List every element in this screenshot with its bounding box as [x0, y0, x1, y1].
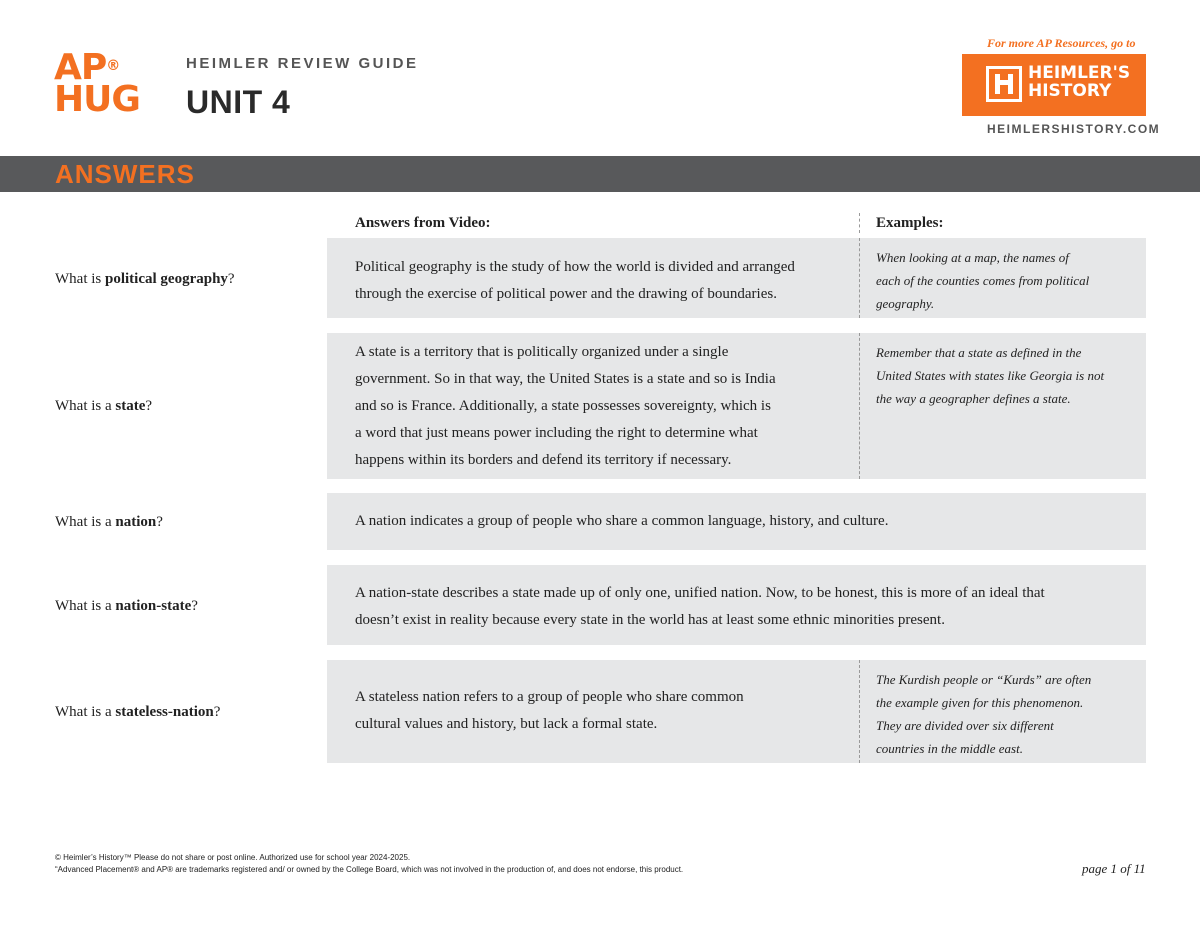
- question-label: What is a stateless-nation?: [55, 704, 221, 720]
- question-term: nation: [115, 514, 157, 530]
- promo-text: For more AP Resources, go to: [987, 36, 1136, 50]
- page-number: page 1 of 11: [1082, 861, 1146, 876]
- footer-copyright: © Heimler’s History™ Please do not share or post online. Authorized use for school year 2024-2025.: [55, 853, 411, 862]
- example-text: The Kurdish people or “Kurds” are often the example given for this phenomenon. They are divided over six different countries in the middle east.: [876, 672, 1092, 756]
- question-term: state: [115, 398, 146, 414]
- guide-label: HEIMLER REVIEW GUIDE: [186, 55, 419, 72]
- ap-hug-logo: [54, 47, 140, 120]
- logo-line1: AP: [54, 47, 107, 88]
- brand-line2: HISTORY: [1028, 81, 1112, 101]
- question-label: What is a nation?: [55, 514, 163, 530]
- logo-line2: HUG: [54, 79, 140, 120]
- brand-line1: HEIMLER'S: [1028, 63, 1131, 83]
- answer-text: A nation indicates a group of people who share a common language, history, and culture.: [355, 513, 889, 529]
- example-text: When looking at a map, the names of each of the counties comes from political geography.: [876, 250, 1090, 311]
- logo-registered: ®: [106, 58, 120, 74]
- question-label: What is a nation-state?: [55, 598, 198, 614]
- page-title: UNIT 4: [186, 84, 291, 120]
- answers-column-heading: Answers from Video:: [355, 215, 491, 231]
- examples-column-heading: Examples:: [876, 215, 944, 231]
- answer-text: A stateless nation refers to a group of people who share common cultural values and history, but lack a formal state.: [355, 689, 744, 732]
- answer-text: A state is a territory that is politically organized under a single government. So in that way, the United States is a state and so is India and so is France. Additionally, a state possesses sovereignty, which is a word that just means power including the right to determine what happens within its borders and defend its territory if necessary.: [355, 344, 776, 468]
- question-label: What is a state?: [55, 398, 153, 414]
- question-term: stateless-nation: [115, 704, 214, 720]
- footer-trademark: “Advanced Placement® and AP® are trademarks registered and/ or owned by the College Board, which was not involved in the production of, and does not endorse, this product.: [55, 865, 684, 874]
- answer-text: Political geography is the study of how the world is divided and arranged through the exercise of political power and the drawing of boundaries.: [355, 259, 795, 302]
- section-title: ANSWERS: [55, 159, 195, 189]
- question-term: political geography: [105, 271, 228, 287]
- answer-text: A nation-state describes a state made up of only one, unified nation. Now, to be honest, this is more of an ideal that doesn’t exist in reality because every state in the world has at least some ethnic minorities present.: [355, 585, 1045, 628]
- question-label: What is political geography?: [55, 271, 235, 287]
- brand-name: [1028, 64, 1130, 100]
- column-divider: [859, 660, 860, 763]
- column-divider: [859, 333, 860, 479]
- column-divider: [859, 238, 860, 318]
- site-link[interactable]: HEIMLERSHISTORY.COM: [987, 122, 1161, 136]
- example-text: Remember that a state as defined in the United States with states like Georgia is not the way a geographer defines a state.: [876, 345, 1105, 406]
- question-term: nation-state: [115, 598, 192, 614]
- column-divider: [859, 213, 860, 233]
- brand-h-crossbar: [1000, 80, 1008, 85]
